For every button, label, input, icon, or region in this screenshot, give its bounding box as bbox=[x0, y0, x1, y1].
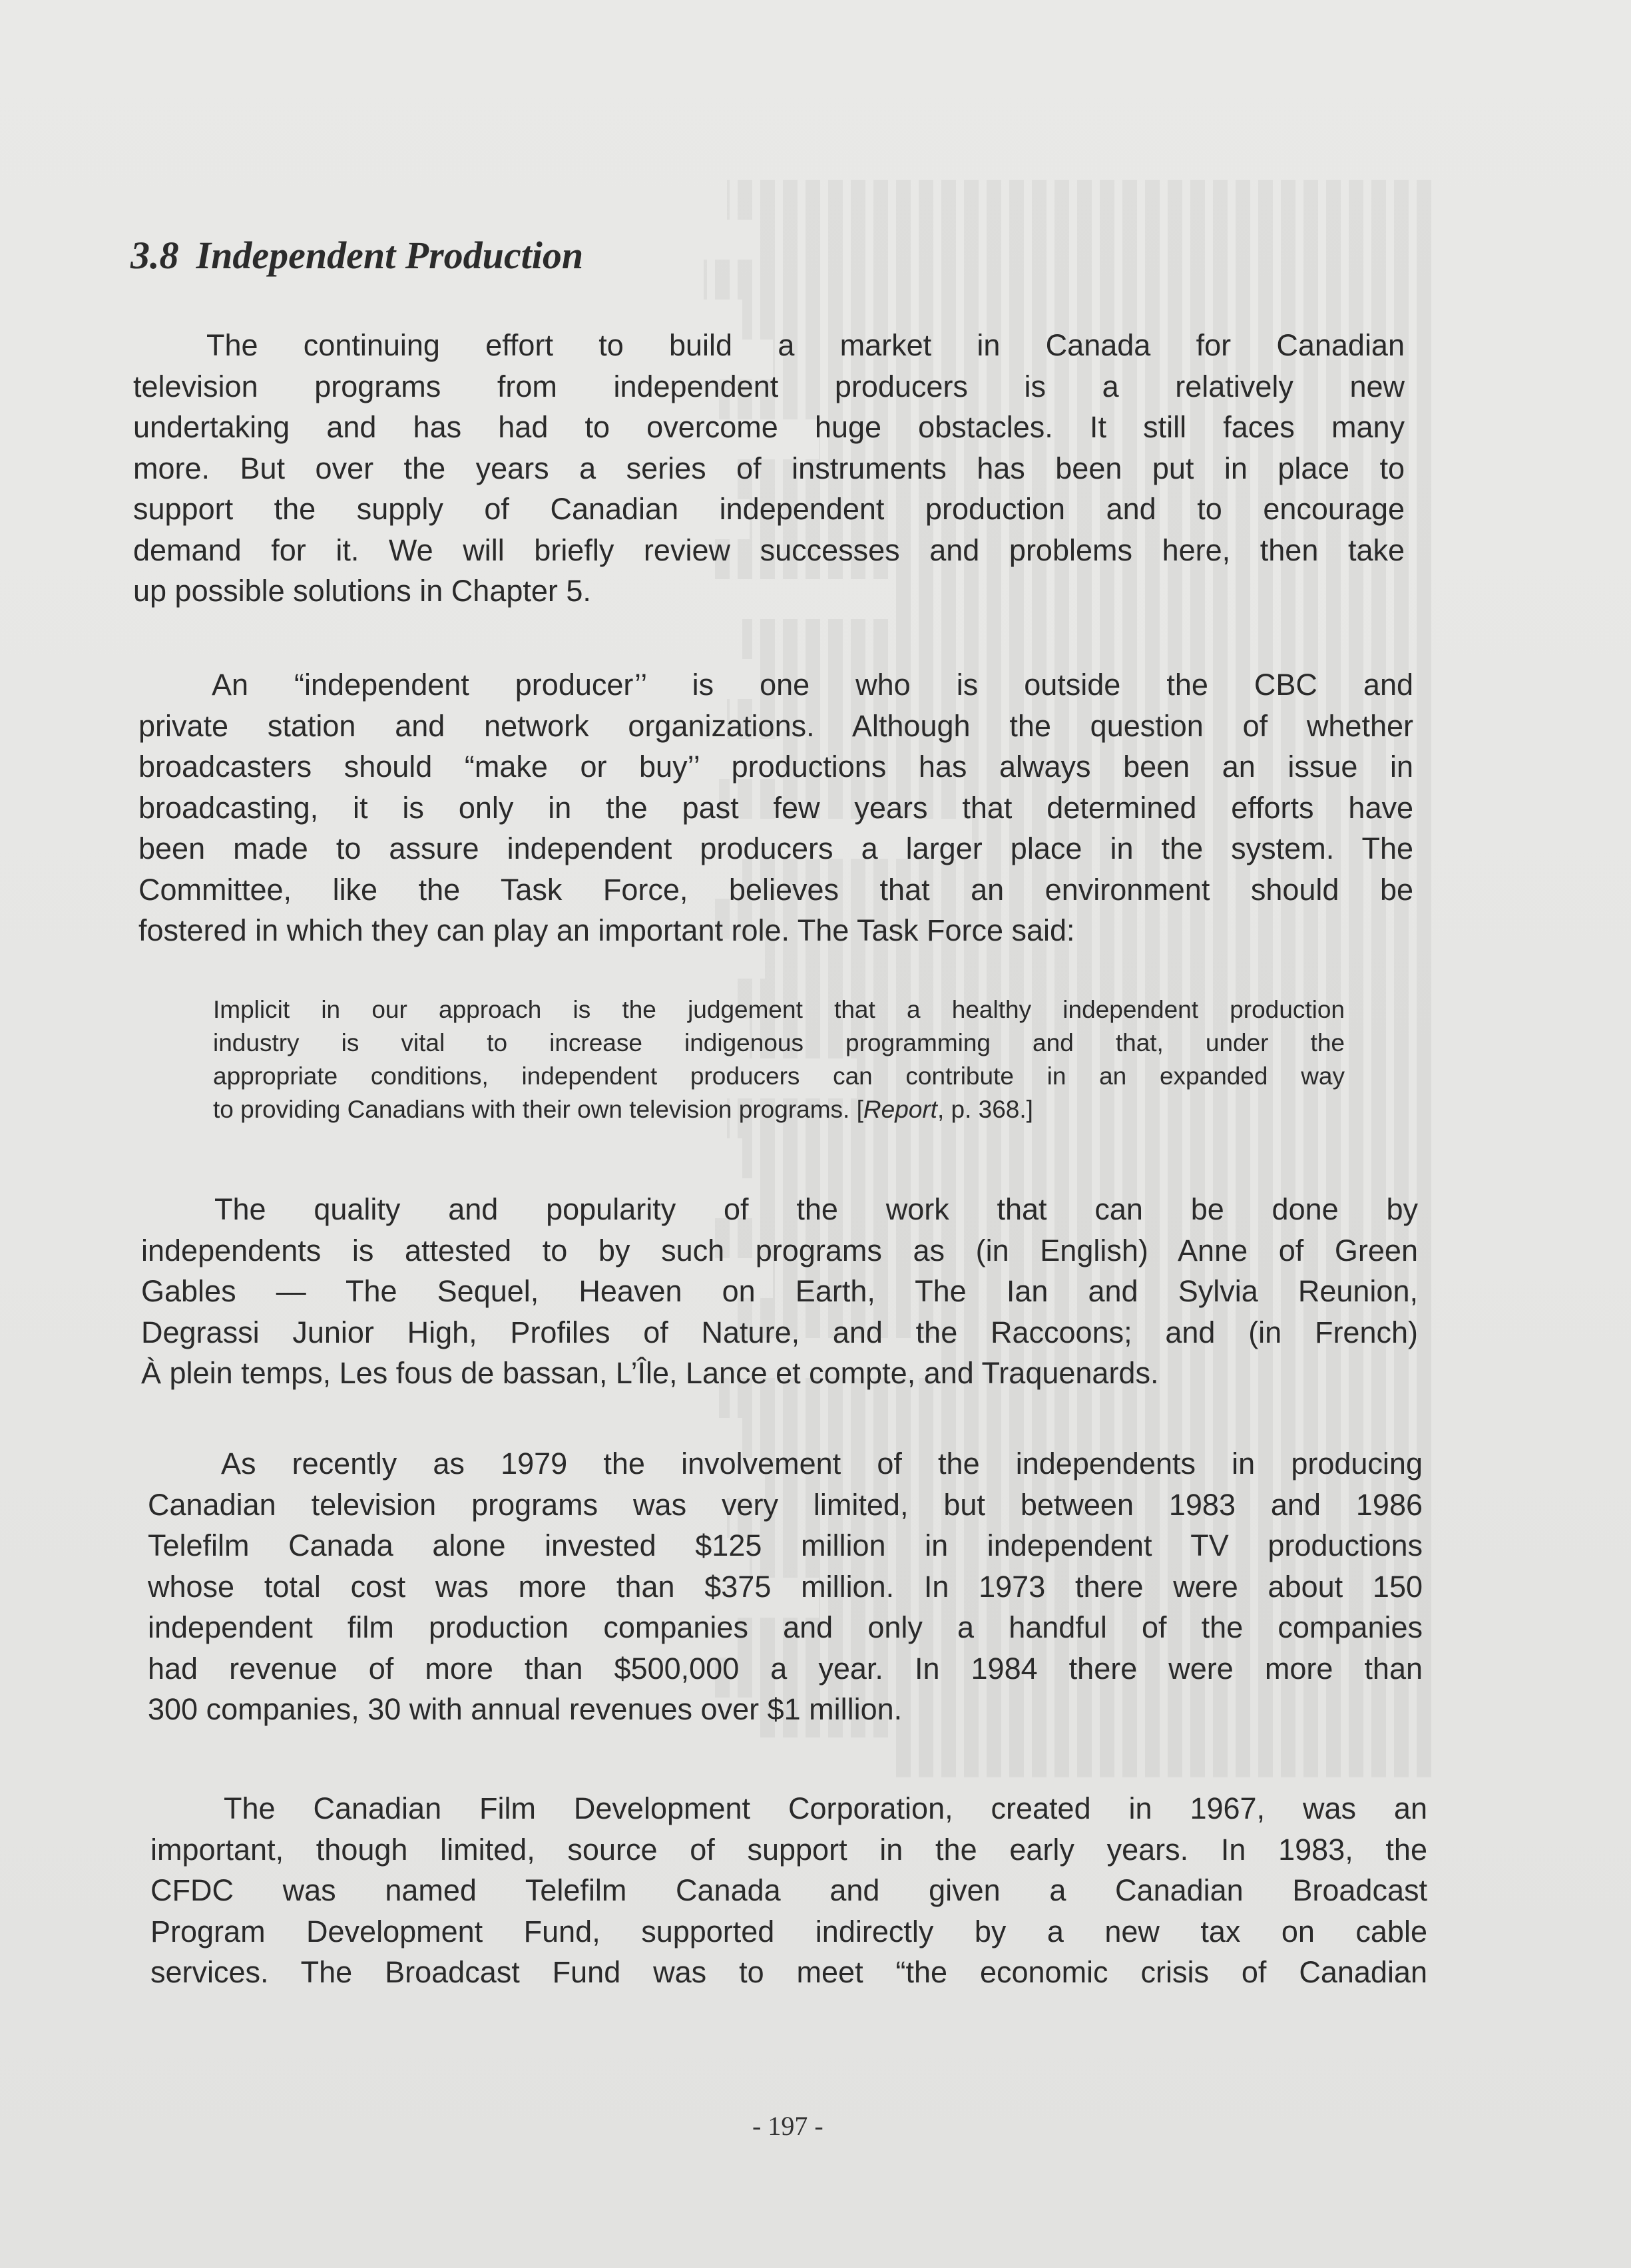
text-line: support the supply of Canadian independent production and to encourage bbox=[133, 492, 1405, 526]
text-line: Program Development Fund, supported indirectly by a new tax on cable bbox=[150, 1914, 1427, 1948]
paragraph-1979 bbox=[148, 1443, 1423, 1730]
paragraph-quality bbox=[141, 1189, 1418, 1394]
text-line: independents is attested to by such programs as (in English) Anne of Green bbox=[141, 1233, 1418, 1267]
text-line: An “independent producer’’ is one who is outside the CBC and bbox=[212, 668, 1413, 702]
text-line: broadcasters should “make or buy’’ productions has always been an issue in bbox=[138, 750, 1413, 784]
text-line: demand for it. We will briefly review successes and problems here, then take bbox=[133, 533, 1405, 567]
text-line: more. But over the years a series of instruments has been put in place to bbox=[133, 451, 1405, 485]
block-quote bbox=[213, 993, 1345, 1126]
quote-line: industry is vital to increase indigenous programming and that, under the bbox=[213, 1029, 1345, 1056]
text-line: The quality and popularity of the work that can be done by bbox=[214, 1192, 1418, 1226]
quote-line: Implicit in our approach is the judgement that a healthy independent production bbox=[213, 996, 1345, 1023]
quote-text: to providing Canadians with their own television programs. [ bbox=[213, 1096, 863, 1123]
quote-page-ref: , p. 368.] bbox=[937, 1096, 1033, 1123]
report-citation: Report bbox=[863, 1096, 937, 1123]
paragraph-intro bbox=[133, 325, 1405, 612]
text-line: had revenue of more than $500,000 a year. In 1984 there were more than bbox=[148, 1651, 1423, 1686]
paragraph-independent-producer bbox=[138, 664, 1413, 951]
section-heading bbox=[130, 233, 583, 278]
text-line: fostered in which they can play an important role. The Task Force said: bbox=[138, 913, 1075, 947]
text-line: private station and network organizations. Although the question of whether bbox=[138, 708, 1413, 743]
text-line: À plein temps, Les fous de bassan, L’Île, Lance et compte, and Traquenards. bbox=[141, 1356, 1159, 1390]
text-line: As recently as 1979 the involvement of the independents in producing bbox=[221, 1447, 1423, 1480]
text-line: whose total cost was more than $375 million. In 1973 there were about 150 bbox=[148, 1569, 1423, 1604]
text-line: services. The Broadcast Fund was to meet “the economic crisis of Canadian bbox=[150, 1955, 1427, 1989]
page-number: - 197 - bbox=[752, 2111, 823, 2141]
text-line: Telefilm Canada alone invested $125 million in independent TV productions bbox=[148, 1528, 1423, 1562]
section-number: 3.8 bbox=[130, 234, 179, 277]
text-line: independent film production companies and only a handful of the companies bbox=[148, 1610, 1423, 1644]
text-line: Gables — The Sequel, Heaven on Earth, The Ian and Sylvia Reunion, bbox=[141, 1274, 1418, 1308]
text-line: broadcasting, it is only in the past few years that determined efforts have bbox=[138, 790, 1413, 825]
text-line: Canadian television programs was very limited, but between 1983 and 1986 bbox=[148, 1487, 1423, 1522]
text-line: television programs from independent producers is a relatively new bbox=[133, 369, 1405, 403]
text-line: The continuing effort to build a market in Canada for Canadian bbox=[206, 328, 1405, 362]
quote-line bbox=[213, 1093, 1345, 1126]
text-line: 300 companies, 30 with annual revenues over $1 million. bbox=[148, 1692, 903, 1726]
text-line: CFDC was named Telefilm Canada and given a Canadian Broadcast bbox=[150, 1873, 1427, 1907]
paragraph-cfdc bbox=[150, 1788, 1427, 1993]
section-title: Independent Production bbox=[196, 234, 584, 277]
text-line: Committee, like the Task Force, believes that an environment should be bbox=[138, 872, 1413, 907]
text-line: undertaking and has had to overcome huge obstacles. It still faces many bbox=[133, 410, 1405, 444]
text-line: been made to assure independent producers a larger place in the system. The bbox=[138, 831, 1413, 865]
text-line: The Canadian Film Development Corporation, created in 1967, was an bbox=[224, 1791, 1427, 1825]
quote-line: appropriate conditions, independent producers can contribute in an expanded way bbox=[213, 1062, 1345, 1090]
text-line: Degrassi Junior High, Profiles of Nature, and the Raccoons; and (in French) bbox=[141, 1315, 1418, 1349]
text-line: up possible solutions in Chapter 5. bbox=[133, 574, 591, 608]
text-line: important, though limited, source of support in the early years. In 1983, the bbox=[150, 1832, 1427, 1867]
